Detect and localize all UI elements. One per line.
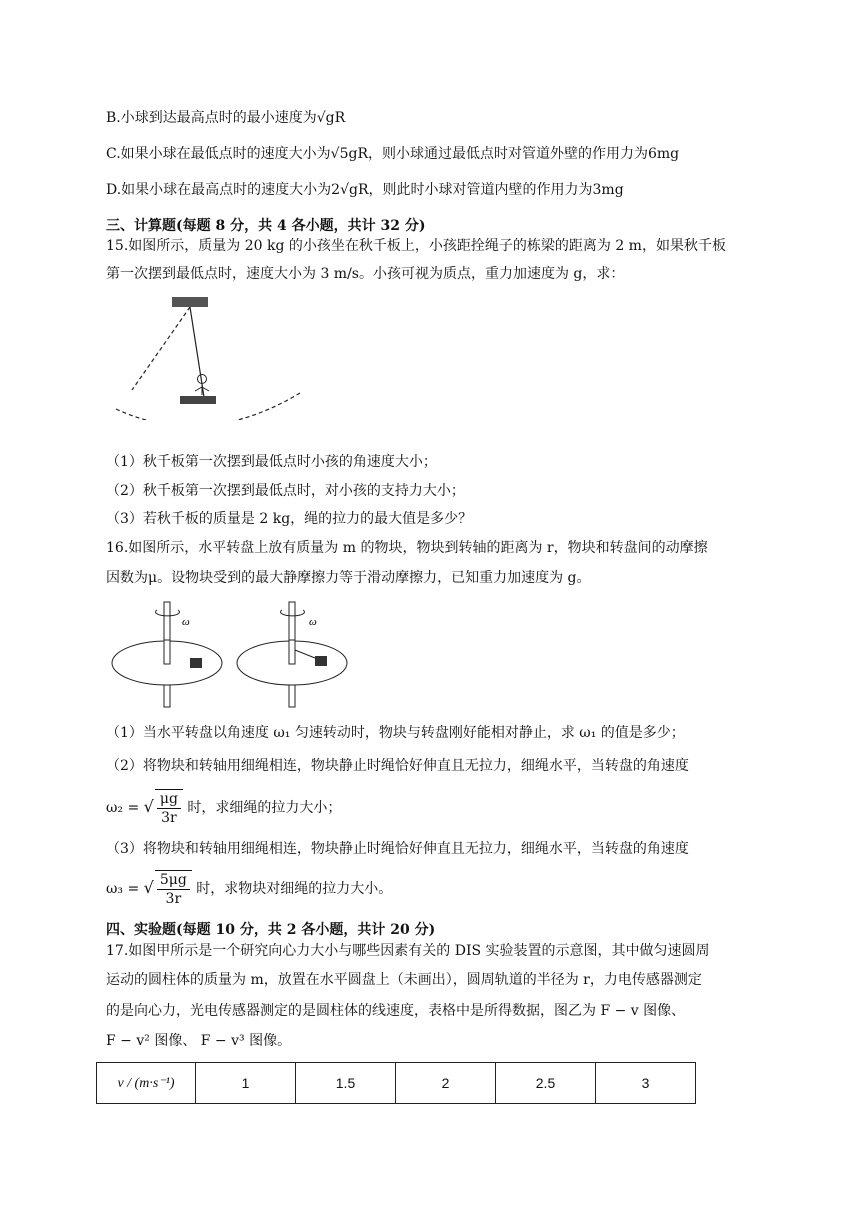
swing-figure — [110, 295, 330, 420]
q16-sub2-formula: ω₂ = √ $\frac{\mu g}{3r}$ 时，求细绳的拉力大小； — [106, 791, 342, 826]
block — [315, 656, 327, 666]
table-cell: 1.5 — [296, 1063, 396, 1104]
block — [190, 658, 202, 668]
option-b: B.小球到达最高点时的最小速度为√gR — [106, 110, 346, 126]
q16-sub2: （2）将物块和转轴用细绳相连，物块静止时绳恰好伸直且无拉力，细绳水平，当转盘的角速度 — [106, 758, 689, 774]
table-row — [97, 1063, 696, 1104]
rope-dashed — [132, 307, 190, 390]
q15-line1: 15.如图所示，质量为 20 kg 的小孩坐在秋千板上，小孩距拴绳子的栋梁的距离为 2 m，如果秋千板 — [106, 238, 726, 254]
table-cell: 2 — [396, 1063, 496, 1104]
q16-line2: 因数为μ。设物块受到的最大静摩擦力等于滑动摩擦力，已知重力加速度为 g。 — [106, 570, 591, 586]
section-3-title: 三、计算题(每题 8 分，共 4 各小题，共计 32 分) — [106, 218, 426, 234]
q15-line2: 第一次摆到最低点时，速度大小为 3 m/s。小孩可视为质点，重力加速度为 g，求： — [106, 266, 625, 282]
table-header-v: v / (m·s⁻¹) — [97, 1063, 196, 1104]
q16-sub3: （3）将物块和转轴用细绳相连，物块静止时绳恰好伸直且无拉力，细绳水平，当转盘的角速度 — [106, 841, 689, 857]
section-4-title: 四、实验题(每题 10 分，共 2 各小题，共计 20 分) — [106, 922, 436, 938]
q17-line3: 的是向心力，光电传感器测定的是圆柱体的线速度，表格中是所得数据，图乙为 F − v 图像、 — [106, 1003, 686, 1019]
option-d: D.如果小球在最高点时的速度大小为2√gR，则此时小球对管道内壁的作用力为3mg — [106, 182, 624, 198]
swing-board — [180, 396, 216, 404]
table-cell: 2.5 — [496, 1063, 596, 1104]
svg-text:ω: ω — [309, 616, 317, 628]
q16-line1: 16.如图所示，水平转盘上放有质量为 m 的物块，物块到转轴的距离为 r，物块和转盘间的动摩擦 — [106, 540, 708, 556]
beam — [172, 297, 208, 307]
q15-sub3: （3）若秋千板的质量是 2 kg，绳的拉力的最大值是多少？ — [106, 511, 473, 527]
q15-sub1: （1）秋千板第一次摆到最低点时小孩的角速度大小； — [106, 454, 437, 470]
table-cell: 1 — [196, 1063, 296, 1104]
turntable-figure-2 — [235, 598, 385, 710]
option-c: C.如果小球在最低点时的速度大小为√5gR，则小球通过最低点时对管道外壁的作用力为6mg — [106, 146, 680, 162]
q16-sub1: （1）当水平转盘以角速度 ω₁ 匀速转动时，物块与转盘刚好能相对静止，求 ω₁ 的值是多少； — [106, 725, 685, 741]
q17-line1: 17.如图甲所示是一个研究向心力大小与哪些因素有关的 DIS 实验装置的示意图，其中做匀速圆周 — [106, 943, 710, 959]
velocity-table — [96, 1062, 696, 1104]
q15-sub2: （2）秋千板第一次摆到最低点时，对小孩的支持力大小； — [106, 483, 465, 499]
q16-sub3-formula: ω₃ = √ $\frac{5\mu g}{3r}$ 时，求物块对细绳的拉力大小。 — [106, 872, 393, 907]
svg-text:ω: ω — [182, 616, 190, 628]
q17-line4: F − v² 图像、 F − v³ 图像。 — [106, 1033, 292, 1049]
table-cell: 3 — [596, 1063, 696, 1104]
q17-line2: 运动的圆柱体的质量为 m，放置在水平圆盘上（未画出），圆周轨道的半径为 r，力电传感器测定 — [106, 972, 702, 988]
